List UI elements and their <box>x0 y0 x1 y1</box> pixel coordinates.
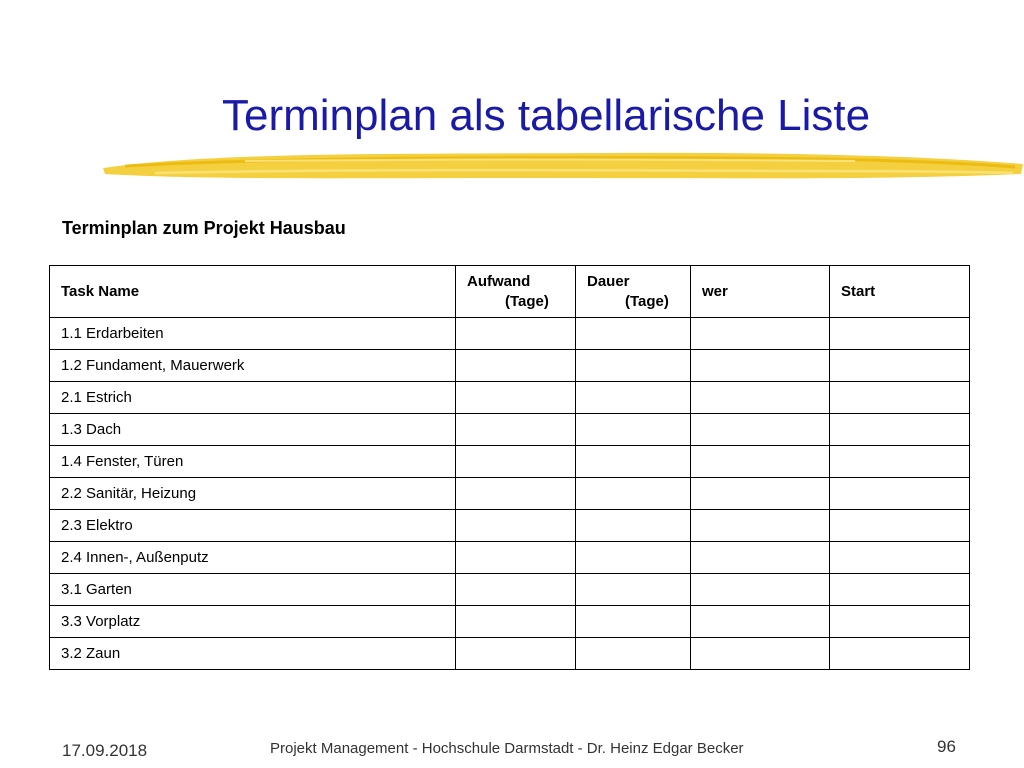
aufwand-cell <box>456 318 576 350</box>
header-aufwand-label: Aufwand <box>467 272 531 290</box>
start-cell <box>830 318 970 350</box>
task-cell: 2.4 Innen-, Außenputz <box>50 542 456 574</box>
table-row <box>50 446 970 478</box>
wer-cell <box>691 638 830 670</box>
header-dauer-unit: (Tage) <box>625 292 669 310</box>
wer-cell <box>691 414 830 446</box>
wer-cell <box>691 446 830 478</box>
header-start: Start <box>830 266 970 318</box>
table-row <box>50 318 970 350</box>
dauer-cell <box>576 382 691 414</box>
wer-cell <box>691 318 830 350</box>
table-row <box>50 414 970 446</box>
table-row <box>50 478 970 510</box>
footer-date: 17.09.2018 <box>62 741 148 760</box>
page-number: 96 <box>937 737 956 756</box>
footer-text: Projekt Management - Hochschule Darmstadt - Dr. Heinz Edgar Becker <box>270 740 744 757</box>
table-caption: Terminplan zum Projekt Hausbau <box>62 218 346 238</box>
start-cell <box>830 606 970 638</box>
aufwand-cell <box>456 542 576 574</box>
wer-cell <box>691 510 830 542</box>
header-aufwand-unit: (Tage) <box>505 292 549 310</box>
table-row <box>50 542 970 574</box>
aufwand-cell <box>456 638 576 670</box>
aufwand-cell <box>456 478 576 510</box>
slide-title: Terminplan als tabellarische Liste <box>222 91 871 140</box>
task-cell: 3.2 Zaun <box>50 638 456 670</box>
task-cell: 1.3 Dach <box>50 414 456 446</box>
header-dauer-label: Dauer <box>587 272 630 290</box>
start-cell <box>830 574 970 606</box>
wer-cell <box>691 382 830 414</box>
table-row <box>50 606 970 638</box>
dauer-cell <box>576 606 691 638</box>
table-row <box>50 638 970 670</box>
task-cell: 2.3 Elektro <box>50 510 456 542</box>
aufwand-cell <box>456 574 576 606</box>
task-cell: 3.1 Garten <box>50 574 456 606</box>
start-cell <box>830 350 970 382</box>
dauer-cell <box>576 478 691 510</box>
table-row <box>50 382 970 414</box>
task-cell: 3.3 Vorplatz <box>50 606 456 638</box>
dauer-cell <box>576 318 691 350</box>
dauer-cell <box>576 638 691 670</box>
table-header-row <box>50 266 970 318</box>
wer-cell <box>691 478 830 510</box>
dauer-cell <box>576 414 691 446</box>
header-aufwand <box>456 266 576 318</box>
aufwand-cell <box>456 382 576 414</box>
dauer-cell <box>576 510 691 542</box>
header-dauer <box>576 266 691 318</box>
table-row <box>50 574 970 606</box>
start-cell <box>830 446 970 478</box>
task-cell: 1.2 Fundament, Mauerwerk <box>50 350 456 382</box>
wer-cell <box>691 542 830 574</box>
start-cell <box>830 510 970 542</box>
start-cell <box>830 478 970 510</box>
aufwand-cell <box>456 414 576 446</box>
header-wer: wer <box>691 266 830 318</box>
task-cell: 1.1 Erdarbeiten <box>50 318 456 350</box>
wer-cell <box>691 574 830 606</box>
start-cell <box>830 542 970 574</box>
header-task-name: Task Name <box>50 266 456 318</box>
dauer-cell <box>576 574 691 606</box>
aufwand-cell <box>456 350 576 382</box>
brush-stroke-divider <box>95 144 1024 188</box>
dauer-cell <box>576 446 691 478</box>
dauer-cell <box>576 542 691 574</box>
task-cell: 2.1 Estrich <box>50 382 456 414</box>
start-cell <box>830 638 970 670</box>
aufwand-cell <box>456 606 576 638</box>
schedule-table <box>49 265 970 670</box>
table-row <box>50 350 970 382</box>
start-cell <box>830 382 970 414</box>
task-cell: 1.4 Fenster, Türen <box>50 446 456 478</box>
aufwand-cell <box>456 446 576 478</box>
wer-cell <box>691 606 830 638</box>
dauer-cell <box>576 350 691 382</box>
start-cell <box>830 414 970 446</box>
wer-cell <box>691 350 830 382</box>
table-row <box>50 510 970 542</box>
aufwand-cell <box>456 510 576 542</box>
task-cell: 2.2 Sanitär, Heizung <box>50 478 456 510</box>
